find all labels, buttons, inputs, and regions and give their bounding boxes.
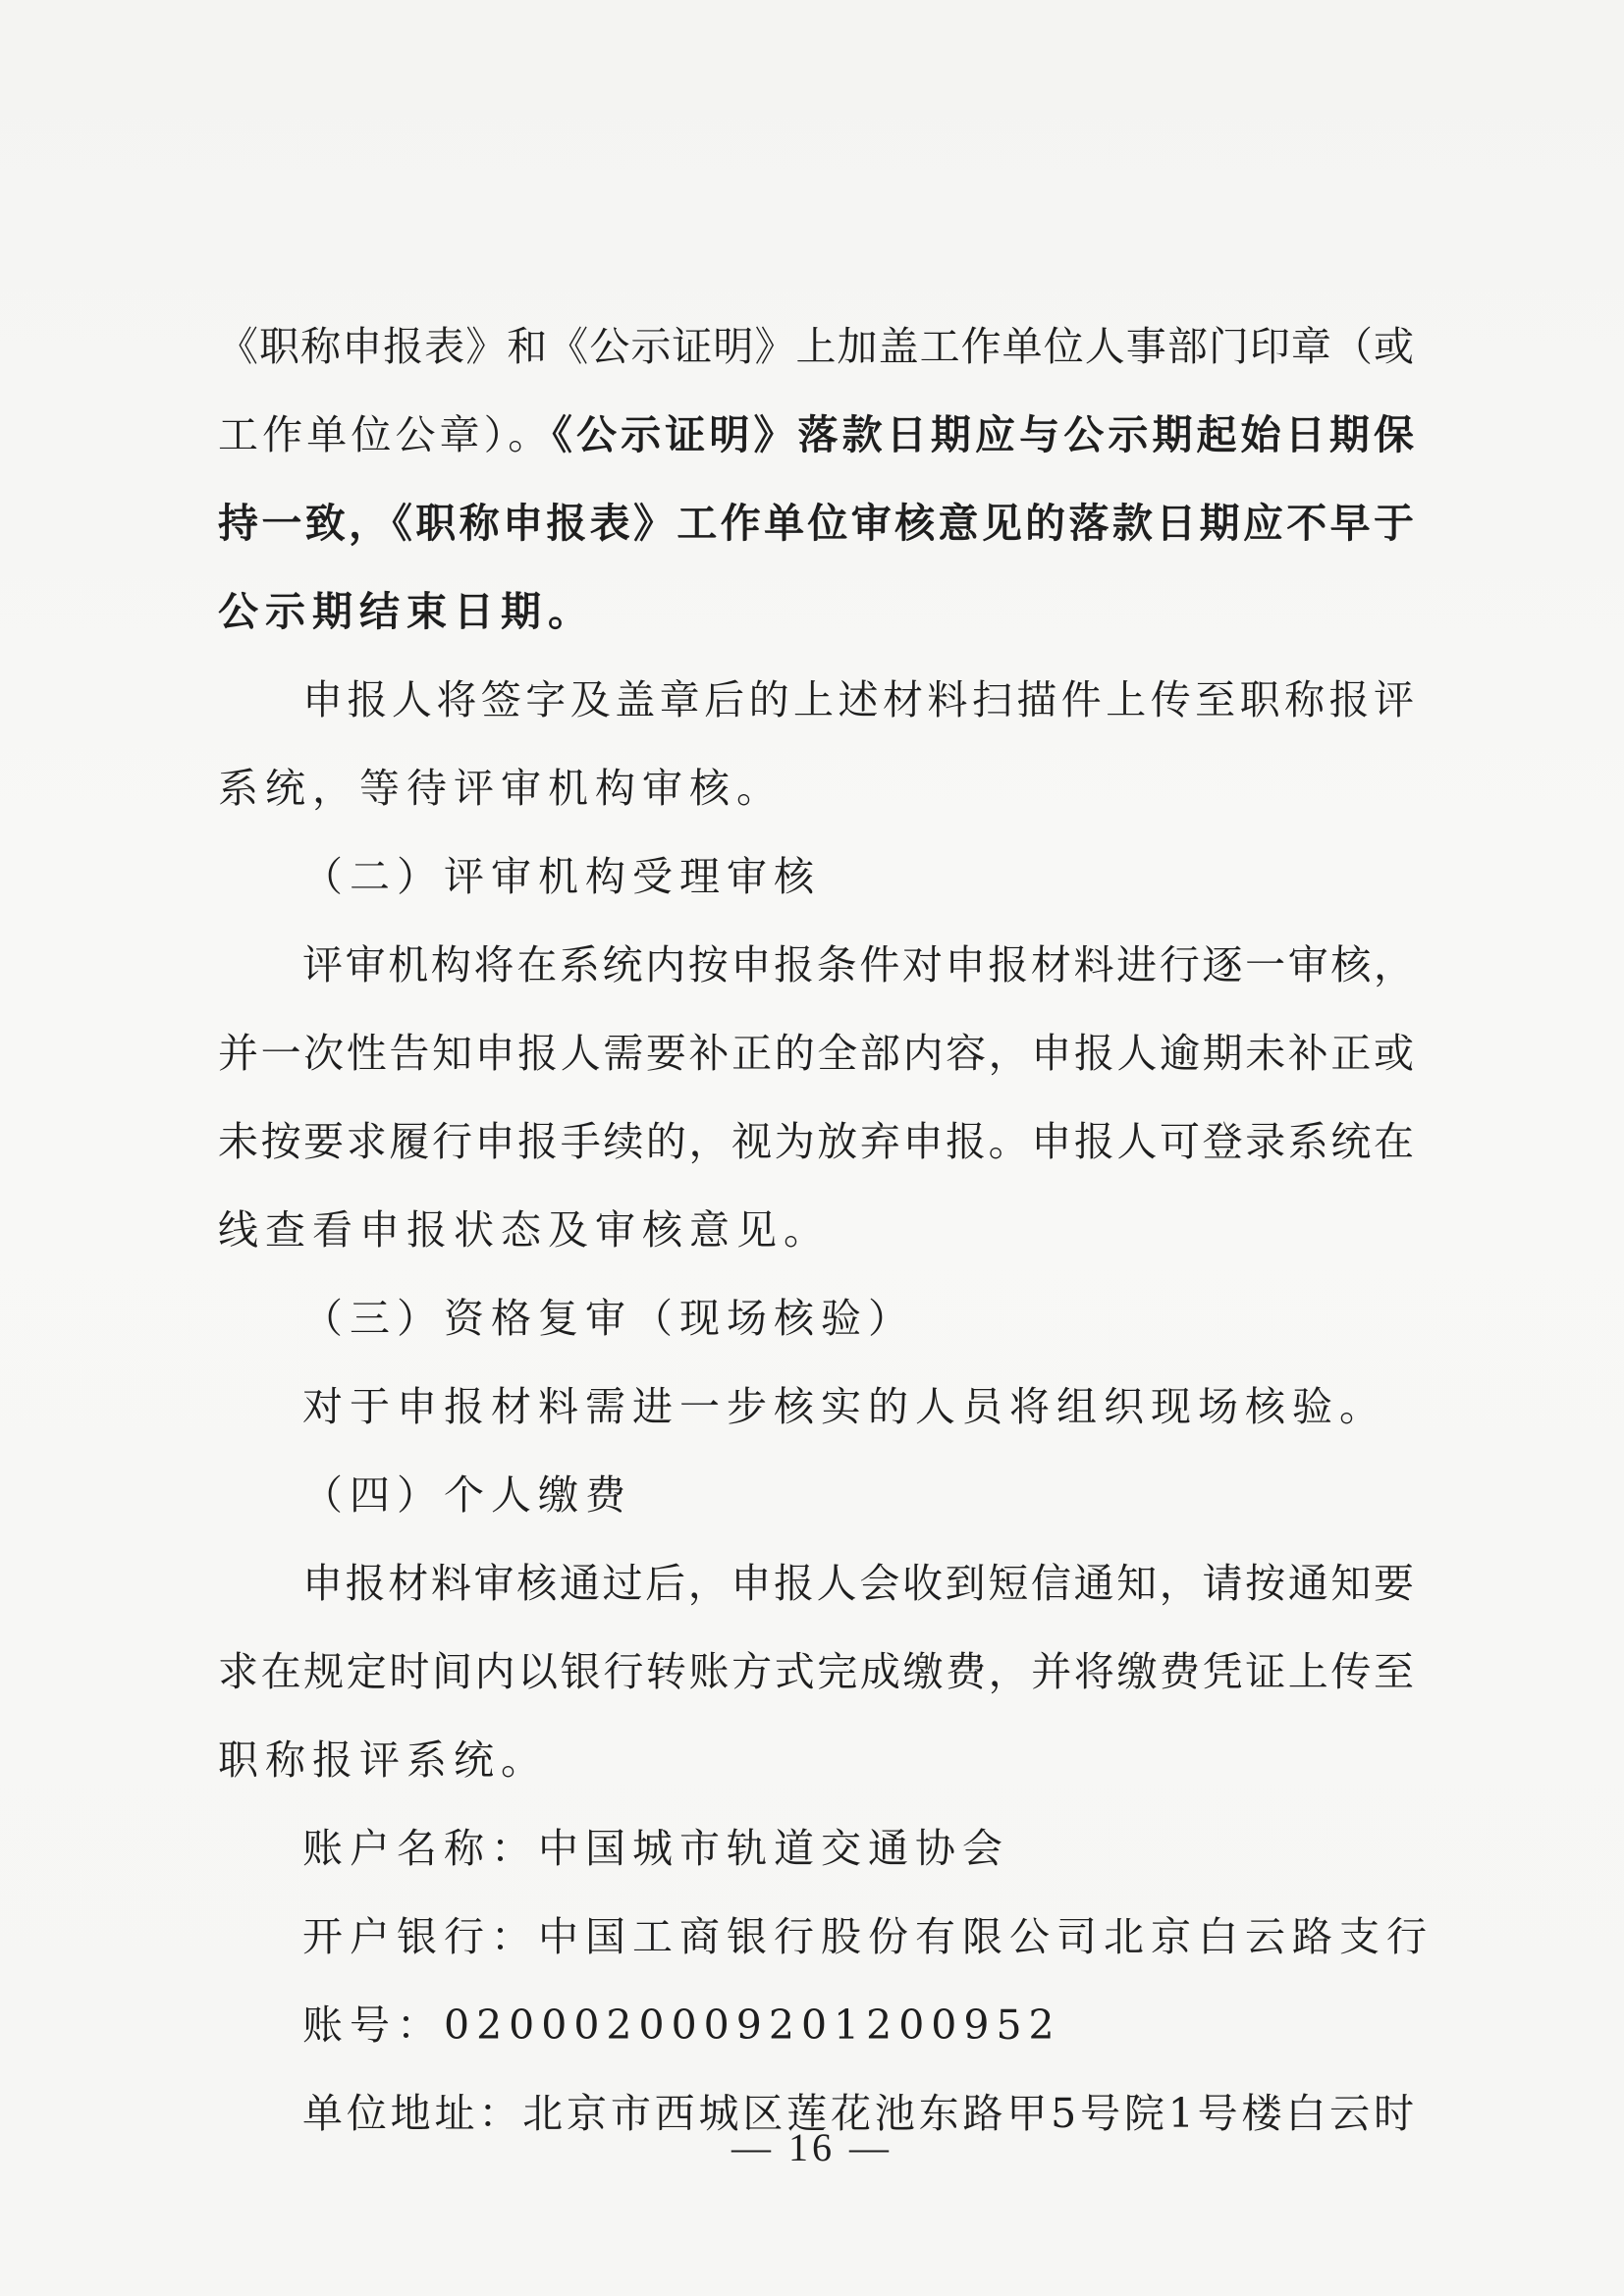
paragraph-line xyxy=(218,391,1414,479)
paragraph-line-bold: 公示期结束日期。 xyxy=(218,588,595,635)
paragraph-line: 申报人将签字及盖章后的上述材料扫描件上传至职称报评 xyxy=(302,676,1414,723)
unit-address: 单位地址：北京市西城区莲花池东路甲5号院1号楼白云时 xyxy=(302,2090,1414,2137)
page-number: — 16 — xyxy=(731,2125,893,2169)
paragraph-line: 并一次性告知申报人需要补正的全部内容，申报人逾期未补正或 xyxy=(218,1030,1414,1077)
paragraph-line: 申报材料审核通过后，申报人会收到短信通知，请按通知要 xyxy=(302,1560,1414,1607)
paragraph-line: 评审机构将在系统内按申报条件对申报材料进行逐一审核， xyxy=(302,941,1414,988)
paragraph-line: 未按要求履行申报手续的，视为放弃申报。申报人可登录系统在 xyxy=(218,1118,1414,1165)
paragraph-line-bold: 持一致，《职称申报表》工作单位审核意见的落款日期应不早于 xyxy=(218,500,1414,547)
bold-text: 《公示证明》落款日期应与公示期起始日期保 xyxy=(552,411,1414,458)
account-number: 账号：0200020009201200952 xyxy=(302,2002,1061,2049)
normal-text: 工作单位公章）。 xyxy=(218,411,553,458)
section-heading: （三）资格复审（现场核验） xyxy=(302,1295,915,1342)
paragraph-line: 《职称申报表》和《公示证明》上加盖工作单位人事部门印章（或 xyxy=(218,323,1414,370)
bank-name: 开户银行：中国工商银行股份有限公司北京白云路支行 xyxy=(302,1913,1434,1960)
paragraph-line: 求在规定时间内以银行转账方式完成缴费，并将缴费凭证上传至 xyxy=(218,1648,1414,1695)
paragraph-line: 线查看申报状态及审核意见。 xyxy=(218,1206,831,1254)
section-heading: （四）个人缴费 xyxy=(302,1471,632,1519)
paragraph-line: 对于申报材料需进一步核实的人员将组织现场核验。 xyxy=(302,1383,1386,1430)
paragraph-line: 职称报评系统。 xyxy=(218,1736,548,1784)
paragraph-line: 系统，等待评审机构审核。 xyxy=(218,765,784,812)
document-body xyxy=(218,302,1434,2158)
account-name: 账户名称：中国城市轨道交通协会 xyxy=(302,1825,1009,1872)
section-heading: （二）评审机构受理审核 xyxy=(302,853,821,900)
